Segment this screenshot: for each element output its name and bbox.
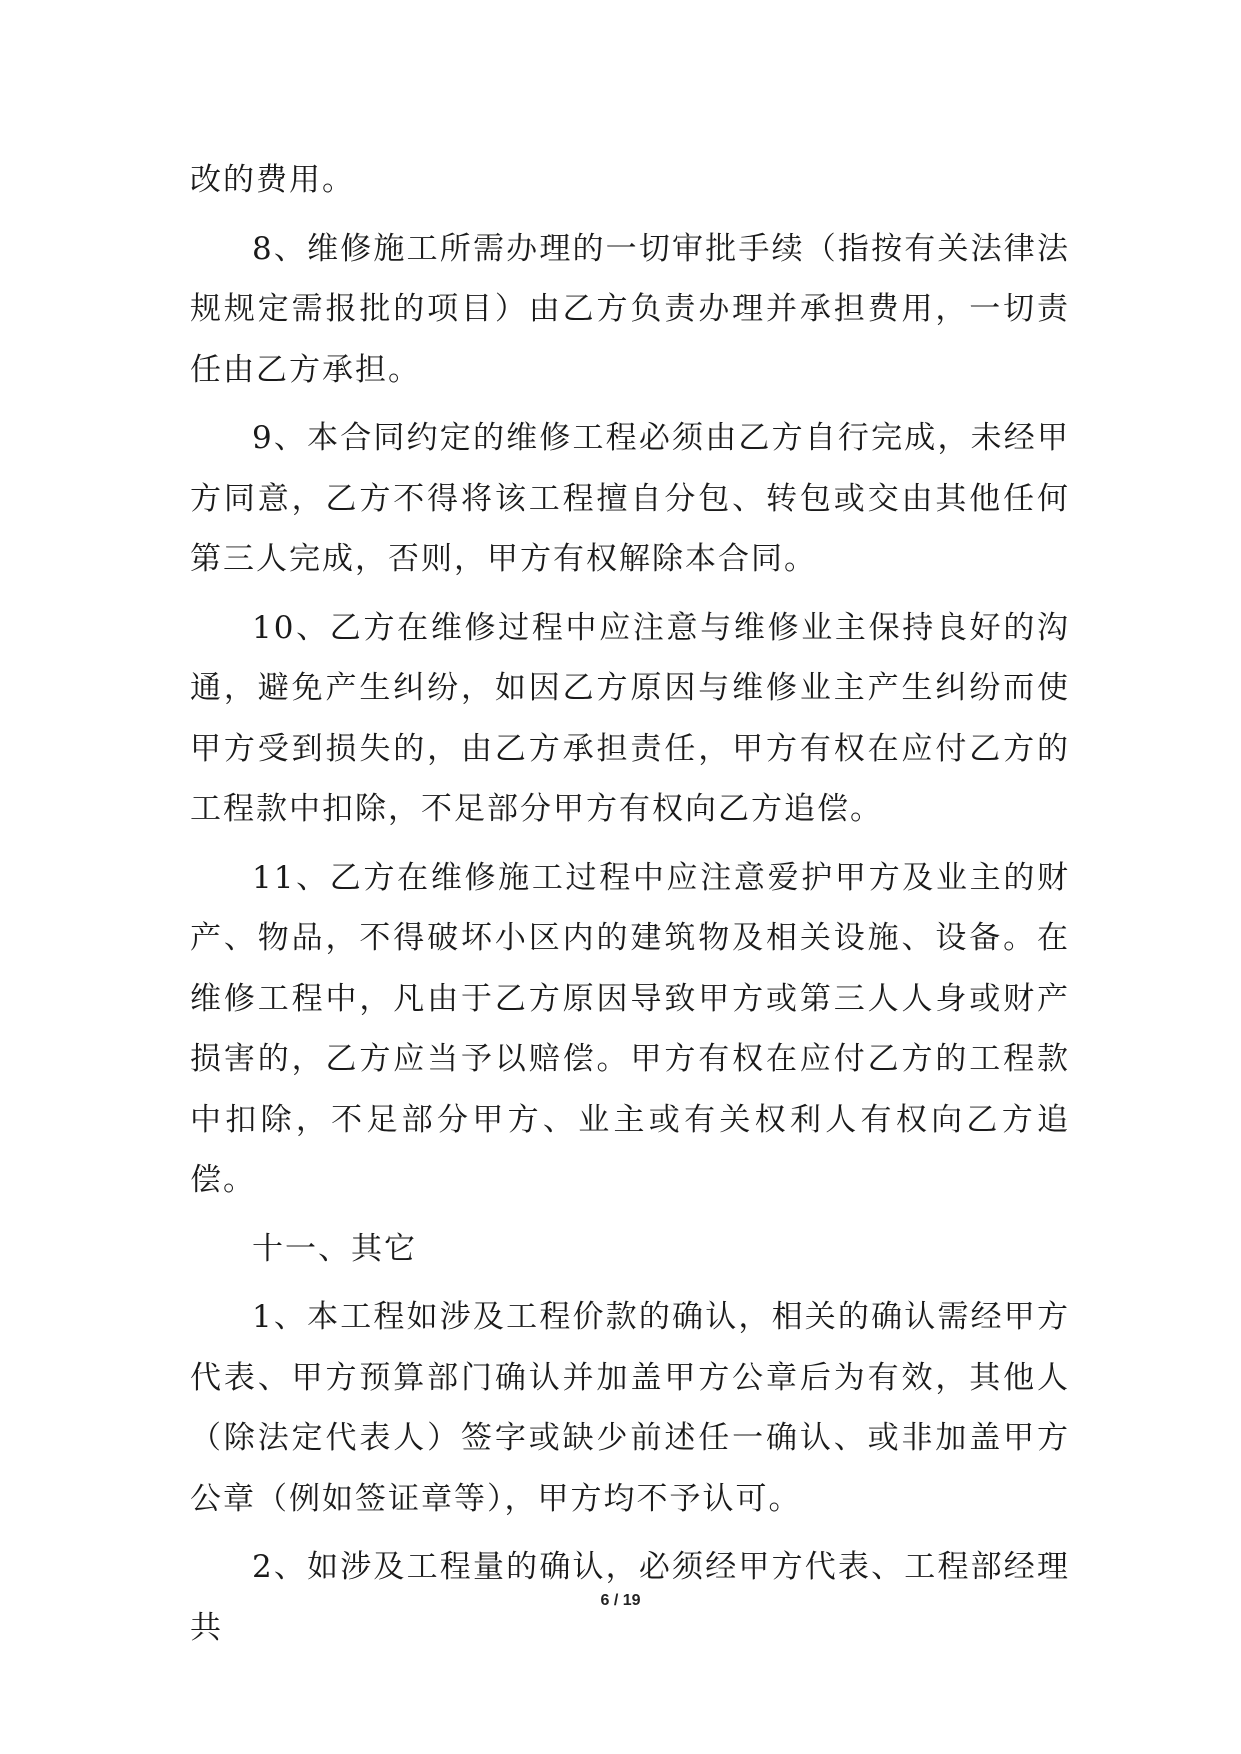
paragraph-clause-8: 8、维修施工所需办理的一切审批手续（指按有关法律法规规定需报批的项目）由乙方负责办理并承担费用，一切责任由乙方承担。 xyxy=(190,230,1070,388)
paragraph-other-2: 2、如涉及工程量的确认，必须经甲方代表、工程部经理共 xyxy=(190,1549,1070,1646)
paragraph-clause-9: 9、本合同约定的维修工程必须由乙方自行完成，未经甲方同意，乙方不得将该工程擅自分包、转包或交由其他任何第三人完成，否则，甲方有权解除本合同。 xyxy=(190,420,1070,577)
paragraph-clause-11: 11、乙方在维修施工过程中应注意爱护甲方及业主的财产、物品，不得破坏小区内的建筑物及相关设施、设备。在维修工程中，凡由于乙方原因导致甲方或第三人人身或财产损害的，乙方应当予以赔偿。甲方有权在应付乙方的工程款中扣除，不足部分甲方、业主或有关权利人有权向乙方追偿。 xyxy=(190,859,1070,1198)
paragraph-clause-10: 10、乙方在维修过程中应注意与维修业主保持良好的沟通，避免产生纠纷，如因乙方原因与维修业主产生纠纷而使甲方受到损失的，由乙方承担责任，甲方有权在应付乙方的工程款中扣除，不足部分甲方有权向乙方追偿。 xyxy=(190,609,1070,827)
document-body xyxy=(190,150,1070,1666)
section-heading-other: 十一、其它 xyxy=(252,1230,417,1267)
paragraph-continuation: 改的费用。 xyxy=(190,162,355,198)
paragraph-other-1: 1、本工程如涉及工程价款的确认，相关的确认需经甲方代表、甲方预算部门确认并加盖甲方公章后为有效，其他人（除法定代表人）签字或缺少前述任一确认、或非加盖甲方公章（例如签证章等），甲方均不予认可。 xyxy=(190,1299,1070,1517)
page-number: 6 / 19 xyxy=(600,1592,641,1609)
